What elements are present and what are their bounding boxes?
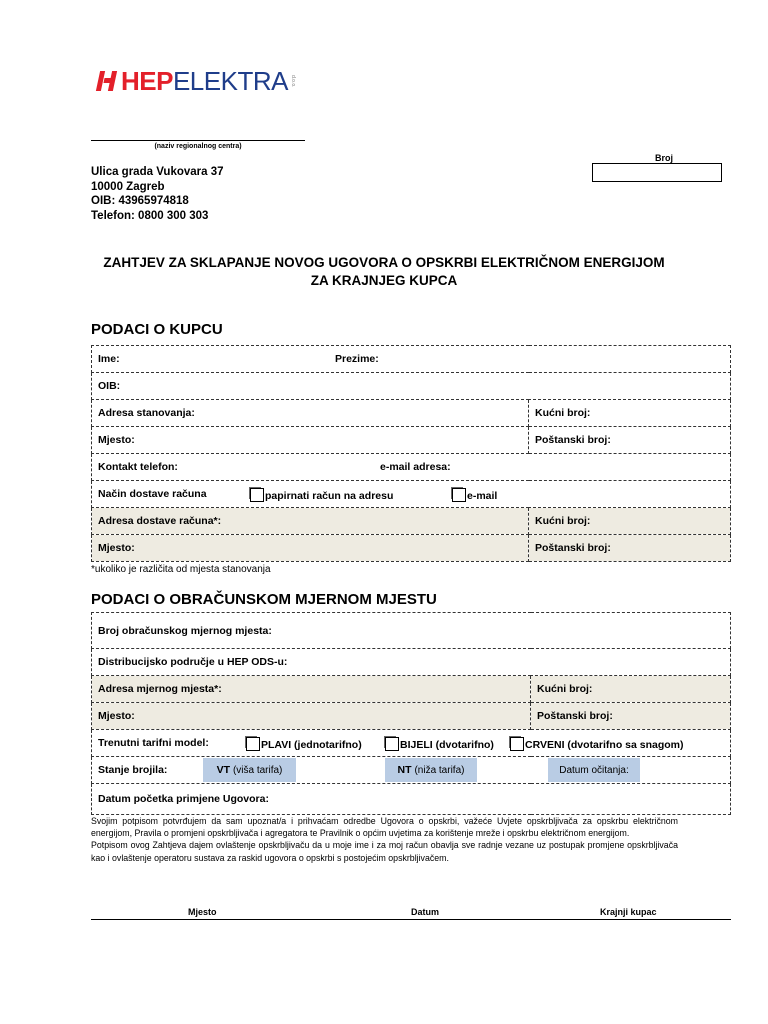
email-option-label: e-mail — [467, 490, 498, 502]
plavi-label: PLAVI (jednotarifno) — [261, 739, 362, 751]
postanski-broj-field[interactable] — [529, 427, 731, 454]
broj-field[interactable] — [592, 163, 722, 182]
customer-form — [91, 345, 731, 562]
datum-ocitanja-field[interactable] — [548, 758, 640, 782]
delivery-mjesto-label: Mjesto: — [98, 542, 135, 554]
adresa-mm-field[interactable] — [92, 676, 531, 703]
footnote: *ukoliko je različita od mjesta stanovanja — [91, 564, 271, 575]
delivery-kucni-broj-field[interactable] — [529, 508, 731, 535]
mm-kucni-broj-label: Kućni broj: — [537, 683, 593, 695]
checkbox-icon[interactable] — [246, 737, 260, 751]
broj-label: Broj — [655, 153, 673, 163]
oib-field[interactable] — [92, 373, 731, 400]
adresa-label: Adresa stanovanja: — [98, 407, 195, 419]
hep-elektra-logo — [95, 66, 296, 96]
datum-pocetka-field[interactable] — [92, 784, 731, 815]
meter-reading-row — [92, 757, 731, 784]
legal-paragraph: Potpisom ovog Zahtjeva dajem ovlaštenje opskrbljivaču da u moje ime i za moj račun obavlja sve radnje vezane uz postupak promjene opskrbljivača kao i ovlaštenje operatoru sustava za raskid ugovora o opskrbi s postojećim opskrbljivačem. — [91, 840, 678, 863]
customer-section-heading: PODACI O KUPCU — [91, 321, 223, 338]
distribucijsko-field[interactable] — [92, 649, 731, 676]
bijeli-option[interactable] — [385, 737, 494, 751]
regional-center-line[interactable] — [91, 140, 305, 141]
adresa-mm-label: Adresa mjernog mjesta*: — [98, 683, 222, 695]
kucni-broj-label: Kućni broj: — [535, 407, 591, 419]
checkbox-icon[interactable] — [452, 488, 466, 502]
kucni-broj-field[interactable] — [529, 400, 731, 427]
datum-pocetka-label: Datum početka primjene Ugovora: — [98, 793, 269, 805]
delivery-method-label: Način dostave računa — [98, 488, 207, 500]
vt-sub-label: (viša tarifa) — [232, 765, 283, 776]
distribucijsko-label: Distribucijsko područje u HEP ODS-u: — [98, 656, 288, 668]
email-option[interactable] — [452, 488, 497, 502]
logo-text-blue: ELEKTRA — [172, 66, 288, 96]
name-field[interactable] — [92, 346, 731, 373]
crveni-option[interactable] — [510, 737, 684, 751]
email-label: e-mail adresa: — [380, 461, 451, 473]
vt-field[interactable] — [203, 758, 296, 782]
nt-sub-label: (niža tarifa) — [414, 765, 465, 776]
title-line: ZA KRAJNJEG KUPCA — [310, 273, 458, 288]
prezime-label: Prezime: — [335, 353, 379, 365]
vt-label: VT — [216, 764, 231, 776]
checkbox-icon[interactable] — [385, 737, 399, 751]
adresa-field[interactable] — [92, 400, 529, 427]
address-line: Ulica grada Vukovara 37 — [91, 166, 224, 178]
document-title — [60, 254, 708, 290]
logo-sub: d.o.o. — [289, 74, 296, 88]
ime-label: Ime: — [98, 353, 120, 365]
metering-form — [91, 612, 731, 815]
signature-kupac-label: Krajnji kupac — [600, 907, 657, 917]
logo-text-red: HEP — [121, 66, 173, 96]
address-line: OIB: 43965974818 — [91, 195, 189, 208]
delivery-method-row — [92, 481, 731, 508]
paper-option[interactable] — [250, 488, 393, 502]
mm-mjesto-field[interactable] — [92, 703, 531, 730]
tariff-model-row — [92, 730, 731, 757]
nt-label: NT — [397, 764, 412, 776]
postanski-broj-label: Poštanski broj: — [535, 434, 611, 446]
address-line: Telefon: 0800 300 303 — [91, 210, 209, 223]
delivery-address-label: Adresa dostave računa*: — [98, 515, 222, 527]
nt-field[interactable] — [385, 758, 477, 782]
legal-paragraph: Svojim potpisom potvrđujem da sam upoznat/a i prihvaćam odredbe Ugovora o opskrbi, važeće Uvjete opskrbljivača za opskrbu električnom energijom, Pravila o promjeni opskrbljivača i agregatora te Pravilnik o općim uvjetima za korištenje mreže i opskrbu električnom energijom. — [91, 816, 678, 839]
mm-mjesto-label: Mjesto: — [98, 710, 135, 722]
paper-option-label: papirnati račun na adresu — [265, 490, 394, 502]
checkbox-icon[interactable] — [510, 737, 524, 751]
delivery-postanski-field[interactable] — [529, 535, 731, 562]
mjesto-label: Mjesto: — [98, 434, 135, 446]
kontakt-label: Kontakt telefon: — [98, 461, 178, 473]
signature-mjesto-label: Mjesto — [188, 907, 217, 917]
signature-datum-label: Datum — [411, 907, 440, 917]
signature-line[interactable] — [91, 919, 731, 920]
logo-mark-icon — [95, 69, 119, 93]
kontakt-field[interactable] — [92, 454, 731, 481]
delivery-mjesto-field[interactable] — [92, 535, 529, 562]
plavi-option[interactable] — [246, 737, 362, 751]
crveni-label: CRVENI (dvotarifno sa snagom) — [525, 739, 684, 751]
title-line: ZAHTJEV ZA SKLAPANJE NOVOG UGOVORA O OPSKRBI ELEKTRIČNOM ENERGIJOM — [103, 255, 665, 270]
mm-postanski-label: Poštanski broj: — [537, 710, 613, 722]
meter-reading-label: Stanje brojila: — [98, 764, 168, 776]
mjesto-field[interactable] — [92, 427, 529, 454]
mm-kucni-broj-field[interactable] — [531, 676, 731, 703]
company-address — [91, 165, 224, 224]
legal-text — [91, 815, 678, 864]
oib-label: OIB: — [98, 380, 121, 392]
delivery-kucni-broj-label: Kućni broj: — [535, 515, 591, 527]
bijeli-label: BIJELI (dvotarifno) — [400, 739, 494, 751]
regional-center-label: (naziv regionalnog centra) — [154, 143, 242, 150]
checkbox-icon[interactable] — [250, 488, 264, 502]
tariff-model-label: Trenutni tarifni model: — [98, 737, 209, 749]
datum-ocitanja-label: Datum očitanja: — [559, 765, 629, 776]
delivery-address-field[interactable] — [92, 508, 529, 535]
delivery-postanski-label: Poštanski broj: — [535, 542, 611, 554]
broj-mm-label: Broj obračunskog mjernog mjesta: — [98, 624, 272, 637]
metering-section-heading: PODACI O OBRAČUNSKOM MJERNOM MJESTU — [91, 591, 437, 608]
mm-postanski-field[interactable] — [531, 703, 731, 730]
broj-mm-field[interactable] — [92, 613, 731, 649]
address-line: 10000 Zagreb — [91, 180, 165, 193]
